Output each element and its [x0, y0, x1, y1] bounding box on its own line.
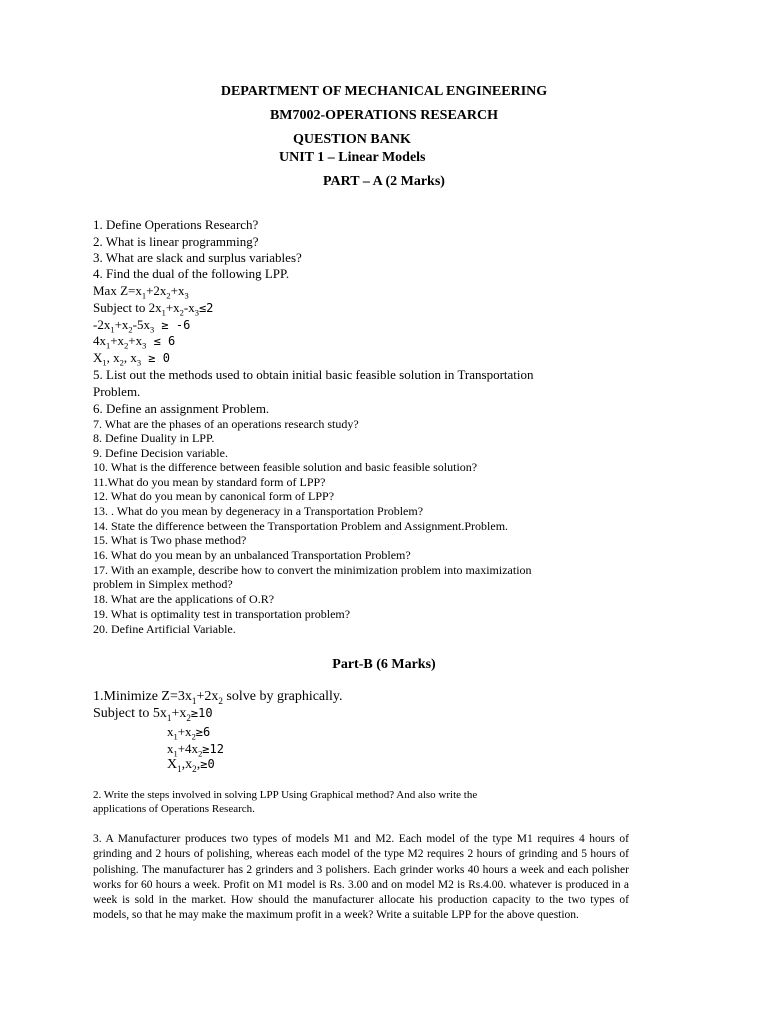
part-a-q16: 16. What do you mean by an unbalanced Transportation Problem?	[93, 548, 411, 562]
part-a-q5: 5. List out the methods used to obtain initial basic feasible solution in Transportation	[93, 367, 534, 382]
part-a-q20: 20. Define Artificial Variable.	[93, 622, 236, 636]
part-a-q15: 15. What is Two phase method?	[93, 533, 247, 547]
part-b-q1-constraint-3: $x_1+4x_2\ge 12$	[167, 741, 224, 759]
part-b-q2-cont: applications of Operations Research.	[93, 803, 255, 815]
part-a-q8: 8. Define Duality in LPP.	[93, 431, 215, 445]
course-heading: BM7002-OPERATIONS RESEARCH	[269, 108, 499, 123]
part-a-q12: 12. What do you mean by canonical form of LPP?	[93, 489, 335, 503]
part-a-q6: 6. Define an assignment Problem.	[93, 401, 270, 416]
part-a-q10: 10. What is the difference between feasible solution and basic feasible solution?	[93, 460, 478, 474]
part-a-q19: 19. What is optimality test in transportation problem?	[93, 607, 351, 621]
part-a-q17: 17. With an example, describe how to convert the minimization problem into maximization	[93, 563, 532, 577]
q4-constraint-3: $4x_1+x_2+x_3 \le 6$	[93, 333, 176, 351]
unit-heading: UNIT 1 – Linear Models	[279, 150, 426, 165]
part-a-q5-cont: Problem.	[93, 384, 141, 399]
part-a-q3: 3. What are slack and surplus variables?	[93, 250, 302, 265]
q4-objective: Max $Z=x_1+2x_2+x_3$	[93, 283, 189, 301]
part-a-q11: 11.What do you mean by standard form of LPP?	[93, 475, 326, 489]
part-a-q2: 2. What is linear programming?	[93, 234, 259, 249]
part-b-q3: 3. A Manufacturer produces two types of models M1 and M2. Each model of the type M1 requires 4 hours of grinding and 2 hours of polishing, whereas each model of the type M2 requires 2 hours of grinding and 5 hours of polishing. The manufacturer has 2 grinders and 3 polishers. Each grinder works 40 hours a week and each polisher works for 60 hours a week. Profit on M1 model is Rs. 3.00 and on model M2 is Rs.4.00. whatever is produced in a week is sold in the market. How should the manufacturer allocate his production capacity to the two types of models, so that he may make the maximum profit in a week? Write a suitable LPP for the above question.	[93, 833, 629, 922]
part-b-q1-constraint-2: $x_1+x_2\ge 6$	[167, 724, 211, 742]
q4-nonnegativity: $X_1$, $x_2$, $x_3 \ge 0$	[93, 350, 170, 368]
part-a-q9: 9. Define Decision variable.	[93, 446, 228, 460]
question-bank-heading: QUESTION BANK	[293, 132, 411, 147]
part-b-q1-nonnegativity: $X_1,x_2,\ge 0$	[167, 757, 215, 774]
part-b-q1-objective: 1.Minimize $Z=3x_1+2x_2$ solve by graphically.	[93, 689, 343, 706]
part-b-q2: 2. Write the steps involved in solving LPP Using Graphical method? And also write the	[93, 789, 478, 801]
part-a-q14: 14. State the difference between the Transportation Problem and Assignment.Problem.	[93, 519, 509, 533]
part-a-q1: 1. Define Operations Research?	[93, 217, 259, 232]
part-a-q4: 4. Find the dual of the following LPP.	[93, 266, 290, 281]
q4-constraint-1: Subject to $2x_1+x_2-x_3\le 2$	[93, 300, 214, 318]
q4-constraint-2: $-2x_1+x_2-5x_3 \ge -6$	[93, 317, 191, 335]
part-a-heading: PART – A (2 Marks)	[323, 174, 445, 189]
part-a-q13: 13. . What do you mean by degeneracy in a Transportation Problem?	[93, 504, 424, 518]
department-heading: DEPARTMENT OF MECHANICAL ENGINEERING	[220, 84, 548, 99]
part-a-q7: 7. What are the phases of an operations research study?	[93, 417, 359, 431]
part-a-q18: 18. What are the applications of O.R?	[93, 592, 275, 606]
part-b-q1-constraint-1: Subject to $5x_1+x_2\ge 10$	[93, 706, 213, 723]
part-a-q17-cont: problem in Simplex method?	[93, 577, 233, 591]
part-b-heading: Part-B (6 Marks)	[332, 657, 436, 672]
